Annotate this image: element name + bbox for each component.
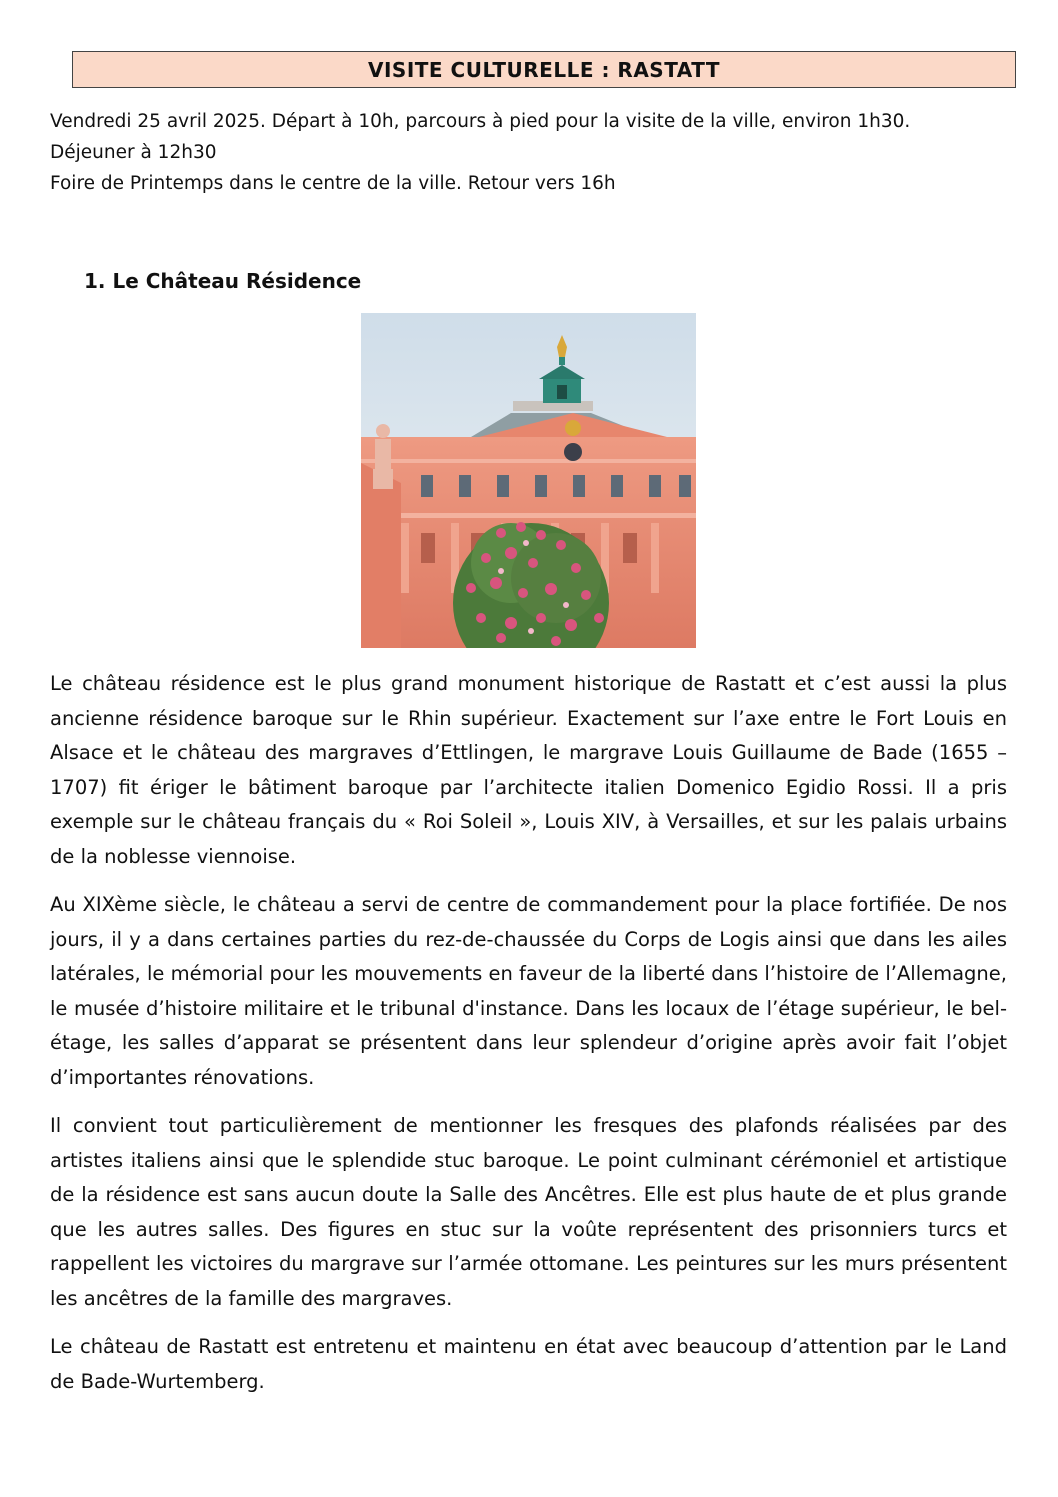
paragraph: Au XIXème siècle, le château a servi de centre de commandement pour la place fortifiée. De nos jours, il y a dans certaines parties du rez-de-chaussée du Corps de Logis ainsi que dans les ailes latérales, le mémorial pour les mouvements en faveur de la liberté dans l’histoire de l’Allemagne, le musée d’histoire militaire et le tribunal d'instance. Dans les locaux de l’étage supérieur, le bel-étage, les salles d’apparat se présentent dans leur splendeur d’origine après avoir fait l’objet d’importantes rénovations.	[50, 893, 1007, 1089]
paragraph: Le château résidence est le plus grand monument historique de Rastatt et c’est aussi la plus ancienne résidence baroque sur le Rhin supérieur. Exactement sur l’axe entre le Fort Louis en Alsace et le château des margraves d’Ettlingen, le margrave Louis Guillaume de Bade (1655 – 1707) fit ériger le bâtiment baroque par l’architecte italien Domenico Egidio Rossi. Il a pris exemple sur le château français du « Roi Soleil », Louis XIV, à Versailles, et sur les palais urbains de la noblesse viennoise.	[50, 672, 1007, 868]
section-heading: 1. Le Château Résidence	[84, 269, 362, 293]
photo-emblem	[565, 420, 581, 436]
photo-cornice-upper	[361, 459, 696, 463]
body-text	[50, 667, 1007, 1413]
intro-line-fair: Foire de Printemps dans le centre de la ville. Retour vers 16h	[50, 173, 616, 194]
photo-clock	[564, 443, 582, 461]
intro-line-lunch: Déjeuner à 12h30	[50, 142, 217, 163]
paragraph: Il convient tout particulièrement de mentionner les fresques des plafonds réalisées par des artistes italiens ainsi que le splendide stuc baroque. Le point culminant cérémoniel et artistique de la résidence est sans aucun doute la Salle des Ancêtres. Elle est plus haute de et plus grande que les autres salles. Des figures en stuc sur la voûte représentent des prisonniers turcs et rappellent les victoires du margrave sur l’armée ottomane. Les peintures sur les murs présentent les ancêtres de la famille des margraves.	[50, 1114, 1007, 1310]
intro-line-date: Vendredi 25 avril 2025. Départ à 10h, parcours à pied pour la visite de la ville, environ 1h30.	[50, 111, 911, 132]
photo-cornice-lower	[361, 513, 696, 518]
paragraph: Le château de Rastatt est entretenu et maintenu en état avec beaucoup d’attention par le Land de Bade-Wurtemberg.	[50, 1335, 1007, 1393]
chateau-photo	[361, 313, 696, 648]
photo-dome-window	[557, 385, 567, 399]
photo-statue-pedestal	[559, 357, 565, 365]
photo-left-wing	[361, 463, 401, 648]
page-title: VISITE CULTURELLE : RASTATT	[72, 51, 1016, 88]
intro-block	[50, 106, 1010, 199]
